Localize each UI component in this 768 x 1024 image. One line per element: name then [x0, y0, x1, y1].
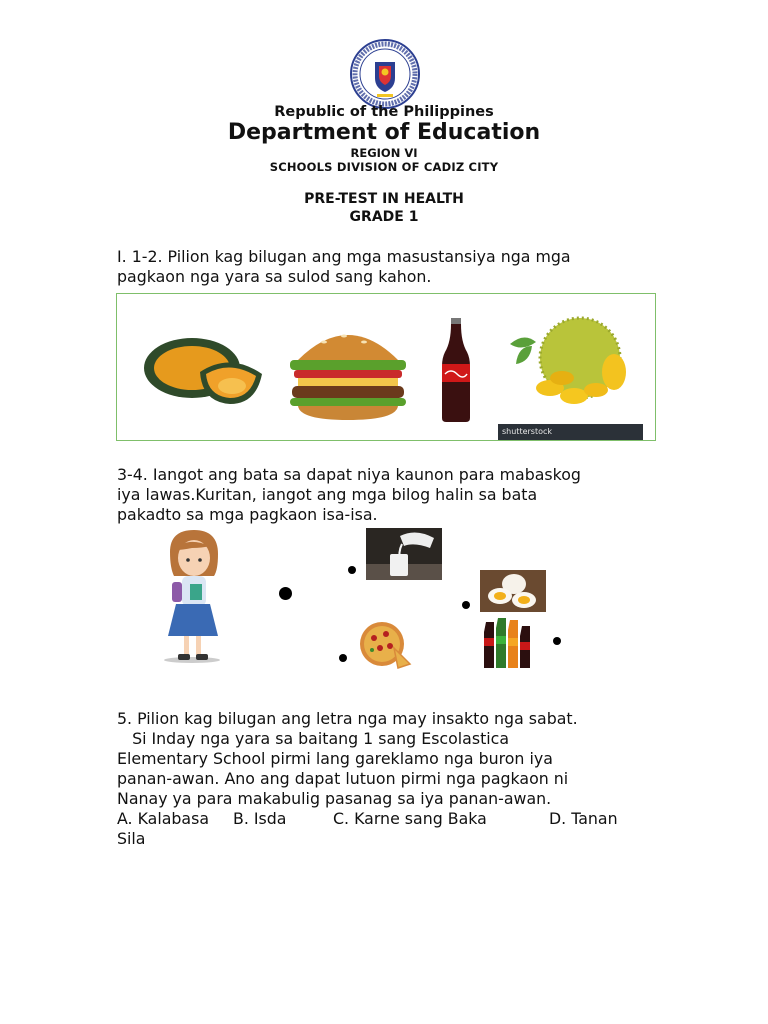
- burger-image: [284, 318, 412, 422]
- milk-image: [366, 528, 442, 580]
- question-2-line: 3-4. Iangot ang bata sa dapat niya kaunon para mabaskog: [117, 465, 581, 484]
- division-heading: SCHOOLS DIVISION OF CADIZ CITY: [269, 160, 499, 174]
- question-3-line: Nanay ya para makabulig pasanag sa iya panan-awan.: [117, 789, 552, 808]
- jackfruit-image: [504, 316, 636, 416]
- choice-d-continuation: Sila: [117, 829, 146, 848]
- pizza-connector-dot: [339, 654, 347, 662]
- republic-heading: Republic of the Philippines: [274, 104, 494, 120]
- question-3-line: Si Inday nga yara sa baitang 1 sang Escolastica: [117, 729, 510, 748]
- choice-a[interactable]: A. Kalabasa: [117, 809, 210, 828]
- question-1-text: [117, 247, 677, 287]
- choice-b[interactable]: B. Isda: [233, 809, 287, 828]
- question-2-line: pakadto sa mga pagkaon isa-isa.: [117, 505, 378, 524]
- boiled-eggs-image: [480, 570, 546, 612]
- pizza-image: [356, 620, 412, 670]
- choice-c[interactable]: C. Karne sang Baka: [333, 809, 487, 828]
- answer-choices: [117, 809, 677, 829]
- milk-connector-dot: [348, 566, 356, 574]
- cola-bottle-image: [440, 318, 472, 422]
- question-1-line: I. 1-2. Pilion kag bilugan ang mga masustansiya nga mga: [117, 247, 571, 266]
- question-3-line: 5. Pilion kag bilugan ang letra nga may insakto nga sabat.: [117, 709, 578, 728]
- question-1-line: pagkaon nga yara sa sulod sang kahon.: [117, 267, 432, 286]
- squash-image: [140, 330, 270, 408]
- soda-bottles-image: [482, 612, 536, 668]
- question-3-line: panan-awan. Ano ang dapat lutuon pirmi nga pagkaon ni: [117, 769, 569, 788]
- watermark-text: shutterstock: [502, 427, 553, 436]
- region-heading: REGION VI: [350, 146, 418, 160]
- question-3-line: Elementary School pirmi lang gareklamo nga buron iya: [117, 749, 553, 768]
- girl-image: [158, 528, 226, 664]
- test-title: PRE-TEST IN HEALTH: [304, 191, 464, 207]
- watermark-bar: [498, 424, 643, 440]
- deped-seal-icon: [349, 38, 421, 110]
- question-3-text: [117, 709, 677, 849]
- eggs-connector-dot: [462, 601, 470, 609]
- soda-connector-dot: [553, 637, 561, 645]
- girl-connector-dot: [279, 587, 292, 600]
- grade-heading: GRADE 1: [349, 209, 419, 225]
- department-heading: Department of Education: [227, 120, 541, 145]
- question-2-line: iya lawas.Kuritan, iangot ang mga bilog halin sa bata: [117, 485, 538, 504]
- choice-d[interactable]: D. Tanan: [549, 809, 618, 828]
- question-2-text: [117, 465, 677, 525]
